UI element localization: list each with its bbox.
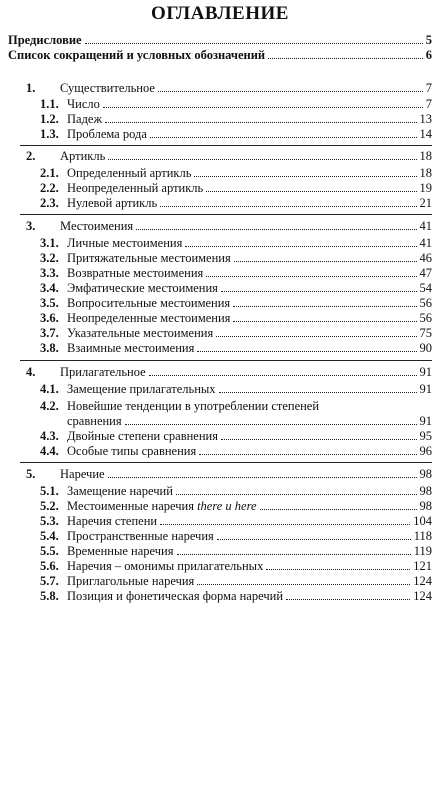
section-page: 91 [419, 382, 432, 396]
toc-entry-abbreviations [8, 48, 432, 62]
section-label-continued: сравнения [67, 414, 122, 428]
toc-section-5-1 [40, 484, 432, 498]
section-page: 54 [419, 281, 432, 295]
section-page: 98 [419, 484, 432, 498]
toc-chapter-3 [26, 219, 432, 233]
section-page: 95 [419, 429, 432, 443]
section-label: Эмфатические местоимения [67, 281, 218, 295]
section-number: 3.7. [40, 326, 59, 340]
toc-section-3-5 [40, 296, 432, 310]
section-page: 14 [419, 127, 432, 141]
toc-section-5-6 [40, 559, 432, 573]
section-label: Определенный артикль [67, 166, 192, 180]
toc-chapter-1 [26, 81, 432, 95]
section-page: 90 [419, 341, 432, 355]
chapter-page: 91 [419, 365, 432, 379]
dot-leader [105, 122, 416, 123]
toc-section-2-3 [40, 196, 432, 210]
section-number: 3.3. [40, 266, 59, 280]
section-page: 56 [419, 296, 432, 310]
toc-section-2-2 [40, 181, 432, 195]
dot-leader [206, 191, 416, 192]
chapter-label: Артикль [60, 149, 106, 163]
section-label: Число [67, 97, 100, 111]
chapter-number: 5. [26, 467, 36, 481]
dot-leader [221, 291, 417, 292]
dot-leader [85, 43, 423, 44]
section-divider [20, 462, 432, 463]
toc-section-4-2-first-line [40, 399, 319, 413]
section-label: Особые типы сравнения [67, 444, 197, 458]
section-label: Притяжательные местоимения [67, 251, 231, 265]
dot-leader [158, 91, 423, 92]
dot-leader [217, 539, 411, 540]
section-label: Пространственные наречия [67, 529, 214, 543]
toc-section-5-7 [40, 574, 432, 588]
toc-section-5-2 [40, 499, 432, 513]
section-divider [20, 214, 432, 215]
chapter-number: 1. [26, 81, 36, 95]
chapter-page: 98 [419, 467, 432, 481]
dot-leader [125, 424, 417, 425]
section-page: 98 [419, 499, 432, 513]
section-page: 124 [413, 574, 432, 588]
section-number: 5.7. [40, 574, 59, 588]
dot-leader [194, 176, 416, 177]
chapter-label: Прилагательное [60, 365, 146, 379]
dot-leader [149, 375, 417, 376]
section-page: 96 [419, 444, 432, 458]
section-label: Неопределенный артикль [67, 181, 204, 195]
toc-chapter-4 [26, 365, 432, 379]
dot-leader [185, 246, 416, 247]
section-page: 118 [413, 529, 432, 543]
toc-section-2-1 [40, 166, 432, 180]
section-page: 41 [419, 236, 432, 250]
dot-leader [234, 261, 417, 262]
dot-leader [206, 276, 416, 277]
section-number: 3.5. [40, 296, 59, 310]
section-number: 5.3. [40, 514, 59, 528]
section-page: 119 [413, 544, 432, 558]
toc-section-3-7 [40, 326, 432, 340]
toc-chapter-5 [26, 467, 432, 481]
section-number: 4.3. [40, 429, 59, 443]
section-number: 5.6. [40, 559, 59, 573]
dot-leader [233, 306, 416, 307]
section-number: 5.5. [40, 544, 59, 558]
toc-section-1-2 [40, 112, 432, 126]
dot-leader [160, 206, 416, 207]
dot-leader [160, 524, 410, 525]
section-label: Замещение прилагательных [67, 382, 216, 396]
section-label: Двойные степени сравнения [67, 429, 218, 443]
section-number: 3.2. [40, 251, 59, 265]
section-number: 5.8. [40, 589, 59, 603]
toc-section-4-4 [40, 444, 432, 458]
section-number: 1.1. [40, 97, 59, 111]
section-number: 3.6. [40, 311, 59, 325]
dot-leader [260, 509, 417, 510]
dot-leader [136, 229, 416, 230]
section-page: 121 [413, 559, 432, 573]
section-page: 47 [419, 266, 432, 280]
section-page: 124 [413, 589, 432, 603]
section-label: Временные наречия [67, 544, 174, 558]
section-page: 91 [419, 414, 432, 428]
toc-section-3-2 [40, 251, 432, 265]
section-number: 5.1. [40, 484, 59, 498]
chapter-page: 18 [419, 149, 432, 163]
section-label [67, 499, 257, 513]
section-number: 5.4. [40, 529, 59, 543]
section-page: 21 [419, 196, 432, 210]
entry-page: 6 [425, 48, 432, 62]
section-divider [20, 360, 432, 361]
section-label: Возвратные местоимения [67, 266, 204, 280]
dot-leader [103, 107, 423, 108]
section-page: 18 [419, 166, 432, 180]
toc-chapter-2 [26, 149, 432, 163]
section-label: Неопределенные местоимения [67, 311, 231, 325]
dot-leader [108, 477, 417, 478]
section-label: Приглагольные наречия [67, 574, 195, 588]
section-number: 2.2. [40, 181, 59, 195]
section-label: Нулевой артикль [67, 196, 158, 210]
section-label: Замещение наречий [67, 484, 173, 498]
dot-leader [286, 599, 410, 600]
dot-leader [108, 159, 416, 160]
toc-section-3-8 [40, 341, 432, 355]
section-label: Наречия – омонимы прилагательных [67, 559, 264, 573]
chapter-label: Наречие [60, 467, 105, 481]
dot-leader [268, 58, 423, 59]
section-label: Наречия степени [67, 514, 158, 528]
section-number: 4.1. [40, 382, 59, 396]
section-page: 46 [419, 251, 432, 265]
toc-section-4-3 [40, 429, 432, 443]
section-label: Падеж [67, 112, 103, 126]
toc-section-5-5 [40, 544, 432, 558]
dot-leader [216, 336, 416, 337]
section-number: 3.4. [40, 281, 59, 295]
section-label: Указательные местоимения [67, 326, 214, 340]
dot-leader [177, 554, 411, 555]
toc-section-4-1 [40, 382, 432, 396]
section-label-italic: there и here [197, 499, 257, 513]
section-number: 2.1. [40, 166, 59, 180]
section-label: Взаимные местоимения [67, 341, 195, 355]
entry-label: Список сокращений и условных обозначений [8, 48, 266, 62]
section-page: 13 [419, 112, 432, 126]
toc-section-3-3 [40, 266, 432, 280]
chapter-number: 2. [26, 149, 36, 163]
section-label: Вопросительные местоимения [67, 296, 231, 310]
toc-section-5-3 [40, 514, 432, 528]
section-number: 4.4. [40, 444, 59, 458]
section-number: 1.3. [40, 127, 59, 141]
toc-section-1-3 [40, 127, 432, 141]
section-number: 5.2. [40, 499, 59, 513]
dot-leader [199, 454, 416, 455]
toc-section-5-4 [40, 529, 432, 543]
chapter-label: Местоимения [60, 219, 134, 233]
chapter-page: 7 [425, 81, 432, 95]
dot-leader [266, 569, 410, 570]
section-label-text: Местоименные наречия [67, 499, 194, 513]
dot-leader [197, 351, 416, 352]
section-number: 1.2. [40, 112, 59, 126]
page-title: ОГЛАВЛЕНИЕ [151, 3, 289, 24]
dot-leader [150, 137, 417, 138]
entry-page: 5 [425, 33, 432, 47]
dot-leader [221, 439, 417, 440]
section-label: Проблема рода [67, 127, 147, 141]
toc-section-1-1 [40, 97, 432, 111]
toc-section-3-1 [40, 236, 432, 250]
section-number: 4.2. [40, 399, 59, 413]
entry-label: Предисловие [8, 33, 82, 47]
dot-leader [197, 584, 410, 585]
toc-entry-preface [8, 33, 432, 47]
toc-section-5-8 [40, 589, 432, 603]
section-page: 7 [425, 97, 432, 111]
section-number: 3.8. [40, 341, 59, 355]
section-number: 3.1. [40, 236, 59, 250]
section-label: Личные местоимения [67, 236, 183, 250]
dot-leader [219, 392, 417, 393]
chapter-page: 41 [419, 219, 432, 233]
section-label: Новейшие тенденции в употреблении степеней [67, 399, 320, 413]
chapter-label: Существительное [60, 81, 155, 95]
section-page: 104 [413, 514, 432, 528]
toc-section-3-4 [40, 281, 432, 295]
chapter-number: 3. [26, 219, 36, 233]
toc-section-4-2 [67, 414, 432, 428]
dot-leader [233, 321, 416, 322]
chapter-number: 4. [26, 365, 36, 379]
section-number: 2.3. [40, 196, 59, 210]
section-label: Позиция и фонетическая форма наречий [67, 589, 284, 603]
section-page: 56 [419, 311, 432, 325]
toc-section-3-6 [40, 311, 432, 325]
section-divider [20, 145, 432, 146]
dot-leader [176, 494, 417, 495]
section-page: 75 [419, 326, 432, 340]
section-page: 19 [419, 181, 432, 195]
